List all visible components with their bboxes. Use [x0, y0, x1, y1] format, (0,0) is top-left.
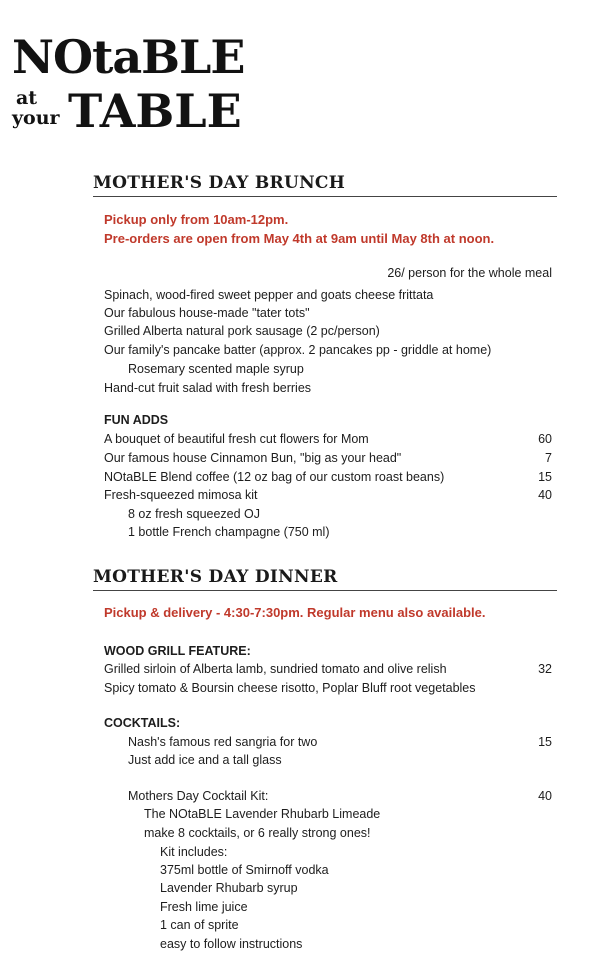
kit-item: Lavender Rhubarb syrup — [160, 881, 298, 895]
brunch-pickup-text: Pickup only from 10am-12pm. — [104, 212, 289, 227]
mimosa-detail: 8 oz fresh squeezed OJ — [128, 507, 261, 521]
dinner-pickup-text: Pickup & delivery - 4:30-7:30pm. Regular menu also available. — [104, 605, 486, 620]
table-row — [0, 660, 600, 679]
fun-add-price: 60 — [538, 432, 552, 446]
brunch-pickup — [0, 210, 600, 229]
list-item — [0, 341, 600, 360]
fun-adds-title: FUN ADDS — [104, 413, 169, 427]
list-item — [0, 322, 600, 341]
logo-table: TABLE — [68, 84, 242, 138]
list-item — [0, 379, 600, 398]
list-item — [0, 751, 600, 770]
fun-add-name: Fresh-squeezed mimosa kit — [104, 488, 258, 502]
notable-logo — [12, 30, 272, 140]
wood-grill-sides: Spicy tomato & Boursin cheese risotto, Poplar Bluff root vegetables — [104, 681, 476, 695]
sangria-note: Just add ice and a tall glass — [128, 753, 282, 767]
kit-title: Mothers Day Cocktail Kit: — [128, 789, 269, 803]
brunch-price-note-text: 26/ person for the whole meal — [387, 266, 552, 280]
fun-add-price: 40 — [538, 488, 552, 502]
list-item — [0, 861, 600, 880]
fun-adds-heading — [0, 411, 600, 430]
brunch-price-note — [0, 264, 600, 283]
table-row — [0, 733, 600, 752]
kit-name: The NOtaBLE Lavender Rhubarb Limeade — [144, 807, 381, 821]
cocktails-title: COCKTAILS: — [104, 716, 181, 730]
list-item — [0, 879, 600, 898]
list-item — [0, 304, 600, 323]
kit-makes: make 8 cocktails, or 6 really strong ones! — [144, 826, 371, 840]
list-item — [0, 898, 600, 917]
logo-your: your — [12, 107, 60, 129]
table-row — [0, 468, 600, 487]
brunch-preorders — [0, 229, 600, 248]
table-row — [0, 787, 600, 806]
logo-at: at — [16, 87, 38, 109]
list-item — [0, 843, 600, 862]
table-row — [0, 486, 600, 505]
brunch-item-text: Spinach, wood-fired sweet pepper and goats cheese frittata — [104, 288, 434, 302]
wood-grill-heading — [0, 642, 600, 661]
list-item — [0, 935, 600, 954]
list-item — [0, 523, 600, 542]
brunch-preorders-text: Pre-orders are open from May 4th at 9am until May 8th at noon. — [104, 231, 495, 246]
list-item — [0, 805, 600, 824]
brunch-title: MOTHER'S DAY BRUNCH — [93, 173, 557, 197]
list-item — [0, 360, 600, 379]
list-item — [0, 916, 600, 935]
fun-add-name: A bouquet of beautiful fresh cut flowers for Mom — [104, 432, 369, 446]
table-row — [0, 449, 600, 468]
mimosa-detail: 1 bottle French champagne (750 ml) — [128, 525, 330, 539]
kit-price: 40 — [538, 789, 552, 803]
wood-grill-item: Grilled sirloin of Alberta lamb, sundried tomato and olive relish — [104, 662, 447, 676]
brunch-item-text: Hand-cut fruit salad with fresh berries — [104, 381, 312, 395]
kit-includes: Kit includes: — [160, 845, 228, 859]
brunch-item-text: Grilled Alberta natural pork sausage (2 pc/person) — [104, 324, 380, 338]
list-item — [0, 505, 600, 524]
list-item — [0, 286, 600, 305]
list-item — [0, 679, 600, 698]
sangria-price: 15 — [538, 735, 552, 749]
brunch-item-text: Our fabulous house-made "tater tots" — [104, 306, 310, 320]
fun-add-name: NOtaBLE Blend coffee (12 oz bag of our custom roast beans) — [104, 470, 445, 484]
cocktails-heading — [0, 714, 600, 733]
dinner-pickup — [0, 603, 600, 622]
dinner-title: MOTHER'S DAY DINNER — [93, 567, 557, 591]
kit-item: 375ml bottle of Smirnoff vodka — [160, 863, 329, 877]
table-row — [0, 430, 600, 449]
wood-grill-price: 32 — [538, 662, 552, 676]
fun-add-price: 7 — [545, 451, 552, 465]
logo-notable: NOtaBLE — [12, 30, 245, 84]
kit-item: easy to follow instructions — [160, 937, 303, 951]
kit-item: Fresh lime juice — [160, 900, 248, 914]
brunch-item-text: Our family's pancake batter (approx. 2 pancakes pp - griddle at home) — [104, 343, 492, 357]
brunch-item-text: Rosemary scented maple syrup — [128, 362, 304, 376]
kit-item: 1 can of sprite — [160, 918, 239, 932]
sangria-item: Nash's famous red sangria for two — [128, 735, 318, 749]
list-item — [0, 824, 600, 843]
fun-add-price: 15 — [538, 470, 552, 484]
wood-grill-title: WOOD GRILL FEATURE: — [104, 644, 251, 658]
fun-add-name: Our famous house Cinnamon Bun, "big as your head" — [104, 451, 402, 465]
